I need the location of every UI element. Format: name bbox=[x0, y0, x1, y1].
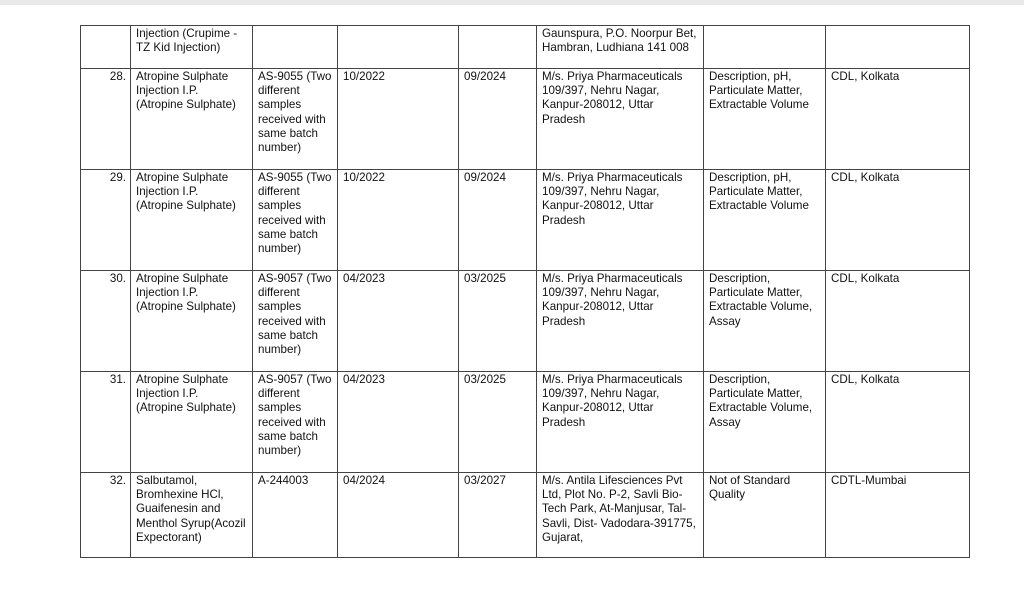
manufacturer-cell: M/s. Priya Pharmaceuticals 109/397, Nehru Nagar, Kanpur-208012, Uttar Pradesh bbox=[537, 170, 704, 271]
manufacturer-cell: M/s. Antila Lifesciences Pvt Ltd, Plot No. P-2, Savli Bio-Tech Park, At-Manjusar, Tal-Savli, Dist- Vadodara-391775, Gujarat, bbox=[537, 473, 704, 558]
drawn-by-lab-cell: CDL, Kolkata bbox=[826, 271, 970, 372]
batch-number-cell: A-244003 bbox=[253, 473, 338, 558]
serial-number-cell: 29. bbox=[81, 170, 131, 271]
product-name-cell: Atropine Sulphate Injection I.P. (Atropine Sulphate) bbox=[131, 69, 253, 170]
product-name-cell: Salbutamol, Bromhexine HCl, Guaifenesin and Menthol Syrup(Acozil Expectorant) bbox=[131, 473, 253, 558]
manufacturer-cell: Gaunspura, P.O. Noorpur Bet, Hambran, Ludhiana 141 008 bbox=[537, 26, 704, 69]
batch-number-cell: AS-9057 (Two different samples received with same batch number) bbox=[253, 271, 338, 372]
viewer-top-strip bbox=[0, 0, 1024, 5]
batch-number-cell: AS-9055 (Two different samples received with same batch number) bbox=[253, 170, 338, 271]
manufacturer-cell: M/s. Priya Pharmaceuticals 109/397, Nehru Nagar, Kanpur-208012, Uttar Pradesh bbox=[537, 372, 704, 473]
product-name-cell: Injection (Crupime - TZ Kid Injection) bbox=[131, 26, 253, 69]
serial-number-cell bbox=[81, 26, 131, 69]
manufacturer-cell: M/s. Priya Pharmaceuticals 109/397, Nehru Nagar, Kanpur-208012, Uttar Pradesh bbox=[537, 69, 704, 170]
reason-cell bbox=[704, 26, 826, 69]
product-name-cell: Atropine Sulphate Injection I.P. (Atropine Sulphate) bbox=[131, 271, 253, 372]
serial-number-cell: 31. bbox=[81, 372, 131, 473]
batch-number-cell: AS-9057 (Two different samples received with same batch number) bbox=[253, 372, 338, 473]
reason-cell: Not of Standard Quality bbox=[704, 473, 826, 558]
table-row bbox=[81, 372, 970, 473]
manufacturer-cell: M/s. Priya Pharmaceuticals 109/397, Nehru Nagar, Kanpur-208012, Uttar Pradesh bbox=[537, 271, 704, 372]
table-row bbox=[81, 170, 970, 271]
serial-number-cell: 30. bbox=[81, 271, 131, 372]
drawn-by-lab-cell: CDTL-Mumbai bbox=[826, 473, 970, 558]
mfg-date-cell bbox=[338, 26, 459, 69]
exp-date-cell bbox=[459, 26, 537, 69]
drawn-by-lab-cell: CDL, Kolkata bbox=[826, 372, 970, 473]
drawn-by-lab-cell: CDL, Kolkata bbox=[826, 170, 970, 271]
mfg-date-cell: 10/2022 bbox=[338, 69, 459, 170]
reason-cell: Description, pH, Particulate Matter, Extractable Volume bbox=[704, 69, 826, 170]
mfg-date-cell: 04/2023 bbox=[338, 271, 459, 372]
exp-date-cell: 03/2025 bbox=[459, 372, 537, 473]
exp-date-cell: 09/2024 bbox=[459, 170, 537, 271]
reason-cell: Description, pH, Particulate Matter, Extractable Volume bbox=[704, 170, 826, 271]
reason-cell: Description, Particulate Matter, Extractable Volume, Assay bbox=[704, 372, 826, 473]
mfg-date-cell: 10/2022 bbox=[338, 170, 459, 271]
drawn-by-lab-cell: CDL, Kolkata bbox=[826, 69, 970, 170]
product-name-cell: Atropine Sulphate Injection I.P. (Atropine Sulphate) bbox=[131, 372, 253, 473]
mfg-date-cell: 04/2024 bbox=[338, 473, 459, 558]
batch-number-cell bbox=[253, 26, 338, 69]
table-row bbox=[81, 26, 970, 69]
exp-date-cell: 09/2024 bbox=[459, 69, 537, 170]
table-row bbox=[81, 69, 970, 170]
batch-number-cell: AS-9055 (Two different samples received with same batch number) bbox=[253, 69, 338, 170]
exp-date-cell: 03/2027 bbox=[459, 473, 537, 558]
exp-date-cell: 03/2025 bbox=[459, 271, 537, 372]
drug-alert-table bbox=[80, 25, 970, 558]
product-name-cell: Atropine Sulphate Injection I.P. (Atropine Sulphate) bbox=[131, 170, 253, 271]
drawn-by-lab-cell bbox=[826, 26, 970, 69]
table-row bbox=[81, 271, 970, 372]
serial-number-cell: 28. bbox=[81, 69, 131, 170]
serial-number-cell: 32. bbox=[81, 473, 131, 558]
mfg-date-cell: 04/2023 bbox=[338, 372, 459, 473]
table-row bbox=[81, 473, 970, 558]
reason-cell: Description, Particulate Matter, Extractable Volume, Assay bbox=[704, 271, 826, 372]
